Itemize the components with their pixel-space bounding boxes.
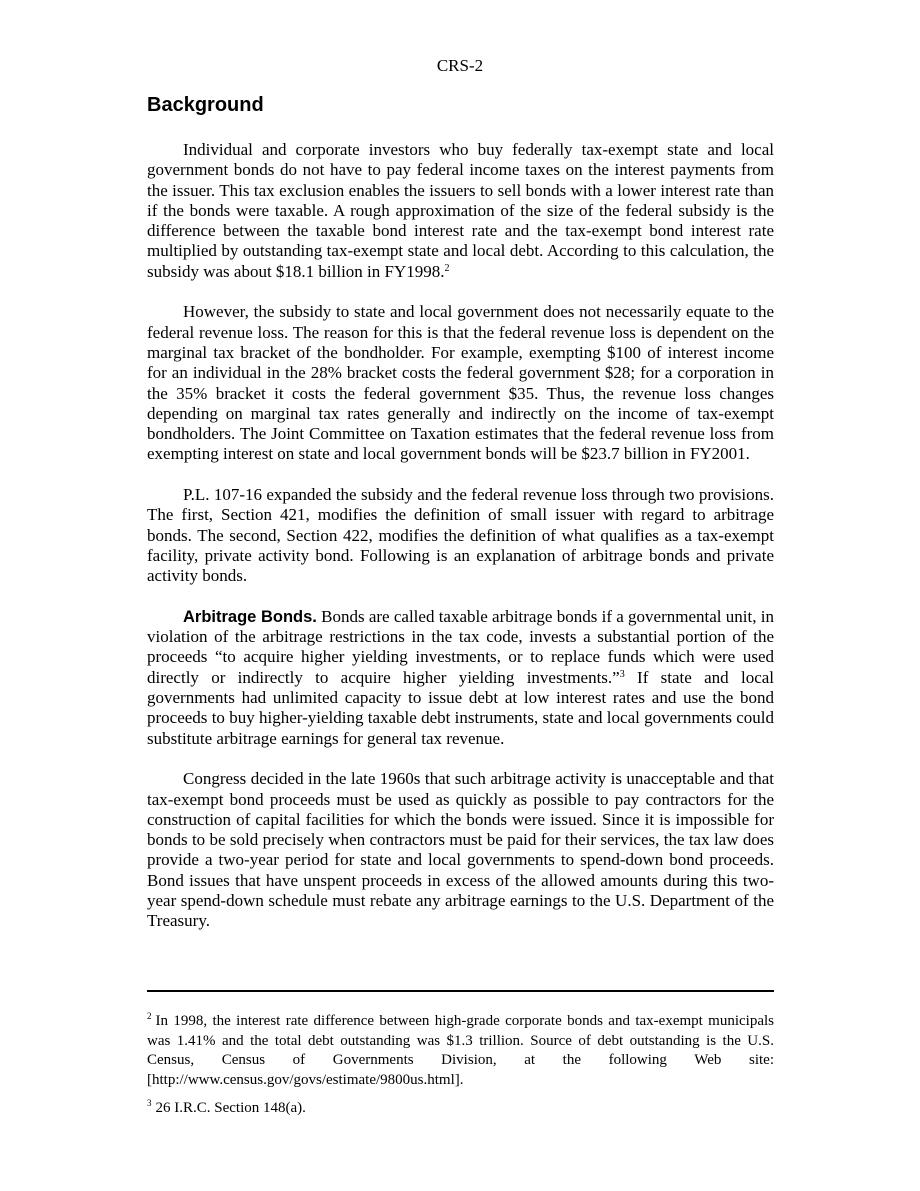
paragraph-text: However, the subsidy to state and local government does not necessarily equate to the federal revenue loss. The reason for this is that the federal revenue loss is dependent on the marginal tax bracket of the bondholder. For example, exempting $100 of interest income for an individual in the 28% bracket costs the federal government $28; for a corporation in the 35% bracket it costs the federal government $35. Thus, the revenue loss changes depending on marginal tax rates generally and indirectly on the income of tax-exempt bondholders. The Joint Committee on Taxation estimates that the federal revenue loss from exempting interest on state and local government bonds will be $23.7 billion in FY2001. [147,302,774,464]
paragraph-text: If state and local governments had unlimited capacity to issue debt at low interest rates and use the bond proceeds to buy higher-yielding taxable debt instruments, state and local governments could substitute arbitrage earnings for general tax revenue. [147,667,775,748]
footnote-item [147,1099,774,1119]
footnotes [147,1012,774,1127]
paragraph-arbitrage-bonds [147,607,774,749]
footnote-text: 26 I.R.C. Section 148(a). [155,1099,306,1116]
footnote-mark: 2 [147,1011,152,1021]
paragraph-congress [147,769,774,931]
paragraph-text: Individual and corporate investors who buy federally tax-exempt state and local government bonds do not have to pay federal income taxes on the interest payments from the issuer. This tax exclusion enables the issuers to sell bonds with a lower interest rate than if the bonds were taxable. A rough approximation of the size of the federal subsidy is the difference between the taxable bond interest rate and the tax-exempt bond interest rate multiplied by outstanding tax-exempt state and local debt. According to this calculation, the subsidy was about $18.1 billion in FY1998. [147,140,774,281]
paragraph-text: Congress decided in the late 1960s that such arbitrage activity is unacceptable and that tax-exempt bond proceeds must be used as quickly as possible to pay contractors for the construction of capital facilities for which the bonds were issued. Since it is impossible for bonds to be sold precisely when contractors must be paid for their services, the tax law does provide a two-year period for state and local governments to spend-down bond proceeds. Bond issues that have unspent proceeds in excess of the allowed amounts during this two-year spend-down schedule must rebate any arbitrage earnings to the U.S. Department of the Treasury. [147,769,774,931]
section-heading: Background [147,94,264,116]
paragraph-pl-107-16 [147,485,774,586]
footnote-ref: 3 [619,668,625,680]
paragraph-text: P.L. 107-16 expanded the subsidy and the federal revenue loss through two provisions. The first, Section 421, modifies the definition of small issuer with regard to arbitrage bonds. The second, Section 422, modifies the definition of what qualifies as a tax-exempt facility, private activity bond. Following is an explanation of arbitrage bonds and private activity bonds. [147,485,774,586]
run-in-heading: Arbitrage Bonds. [183,607,317,626]
footnote-mark: 3 [147,1097,152,1108]
document-body [147,140,774,952]
paragraph-text: Bonds are called taxable arbitrage bonds if a governmental unit, in violation of the arbitrage restrictions in the tax code, invests a substantial portion of the proceeds “to acquire higher yielding investments, or to replace funds which were used directly or indirectly to acquire higher yielding investments.” [147,606,774,687]
paragraph-revenue-loss [147,302,774,464]
footnote-item [147,1012,774,1091]
footnote-divider [147,990,774,992]
page-number: CRS-2 [436,56,484,75]
footnote-ref: 2 [444,262,450,274]
footnote-text: In 1998, the interest rate difference between high-grade corporate bonds and tax-exempt municipals was 1.41% and the total debt outstanding was $1.3 trillion. Source of debt outstanding is the U.S. Census, Census of Governments Division, at the following Web site: [http://www.census.gov/govs/estimate/9800us.html]. [147,1013,774,1089]
paragraph-subsidy [147,140,774,282]
